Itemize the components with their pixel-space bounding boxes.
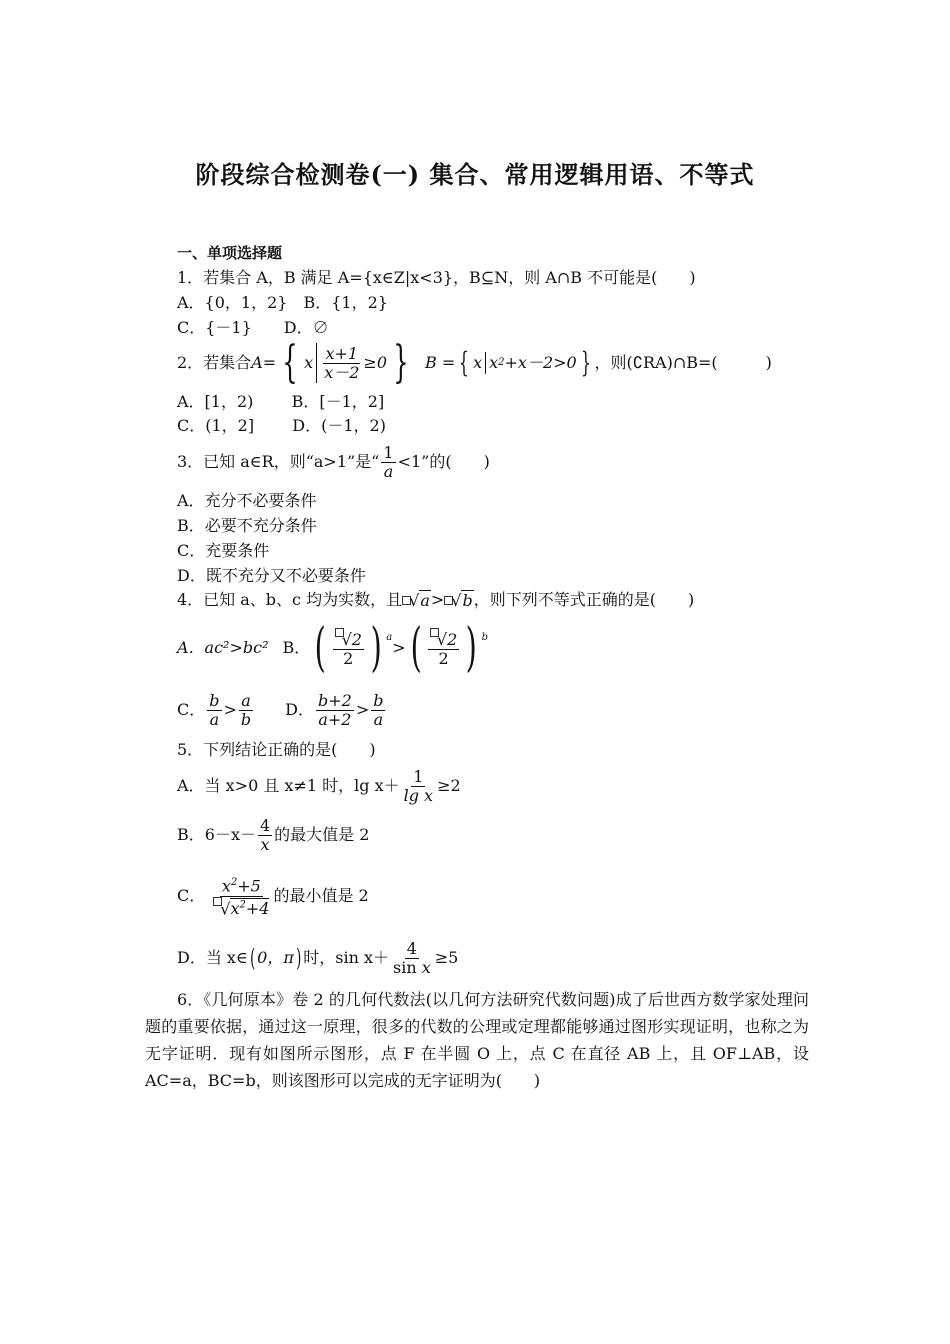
q2-set-a: A= { x $\frac{x+1}{x-2}$ ≥0 } (251, 337, 409, 388)
q2-option-a: A．[1，2) (177, 392, 254, 411)
q5-option-b-fraction: $\frac{4}{x}$ (259, 815, 271, 854)
q3-option-b: B．必要不充分条件 (177, 516, 317, 535)
q6-paragraph (145, 986, 809, 1094)
q5-option-c-suffix: 的最小值是 2 (273, 886, 369, 905)
q5-option-a (177, 764, 461, 808)
q2-option-b: B．[－1，2] (291, 392, 385, 411)
q3-option-a: A．充分不必要条件 (177, 491, 317, 510)
q4-option-c-expr: $\frac{b}{a}$ > $\frac{a}{b}$ (209, 690, 252, 729)
q2-set-b: B = { x x 2 +x－2>0 } (425, 346, 591, 379)
q3-prefix: 3．已知 a∈R，则“a>1”是“ (177, 452, 380, 471)
q5-option-c-fraction: $\frac{x^2+5}{√x^2+4}$ (211, 874, 271, 918)
q3-option-c: C．充要条件 (177, 541, 270, 560)
q5-option-a-suffix: ≥2 (437, 776, 461, 795)
q4-stem-b: ，则下列不等式正确的是( ) (473, 590, 695, 609)
q5-option-a-prefix: A．当 x>0 且 x≠1 时，lg x＋ (177, 776, 400, 795)
q1-options-row2: C．{－1} D．∅ (177, 318, 329, 337)
q4-option-b-expr: ( $\frac{√2}{2}$ ) $^a$ > ( $\frac{√2}{2}$ ) $^b$ (314, 618, 488, 678)
q2-option-c: C．(1，2] (177, 416, 255, 435)
q5-option-d (177, 936, 458, 980)
q2-option-d: D．(－1，2) (292, 416, 386, 435)
q4-stem: 4．已知 a、b、c 均为实数，且 √ a > √ b ，则下列不等式正确的是( ) (177, 590, 695, 610)
q2-prefix: 2．若集合 (177, 353, 252, 372)
q3-fraction: $\frac{1}{a}$ (383, 442, 394, 481)
q4-options-row2 (177, 688, 387, 732)
section-heading: 一、单项选择题 (177, 244, 283, 262)
q5-option-d-interval: ( 0，π ) (249, 944, 302, 972)
q4-root-a: √ a (402, 590, 431, 611)
q5-option-a-fraction: $\frac{1}{\text{lg x}}$ (403, 766, 434, 805)
q5-option-b (177, 813, 369, 857)
q5-option-b-prefix: B．6－x－ (177, 825, 256, 844)
q3-suffix: <1”的( ) (397, 452, 490, 471)
q4-option-d-expr: $\frac{b+2}{a+2}$ > $\frac{b}{a}$ (318, 690, 384, 729)
q5-option-d-fraction: $\frac{4}{\text{sin x}}$ (393, 938, 431, 977)
q2-suffix: ，则(∁RA)∩B=( ) (594, 353, 772, 372)
q3-option-d: D．既不充分又不必要条件 (177, 566, 366, 585)
q2-stem (177, 337, 772, 388)
q5-option-c (177, 870, 369, 922)
page-title: 阶段综合检测卷(一) 集合、常用逻辑用语、不等式 (195, 160, 755, 189)
q4-options-row1 (177, 620, 488, 676)
q5-option-b-suffix: 的最大值是 2 (274, 825, 370, 844)
q4-option-b-label: B． (282, 638, 311, 657)
q4-option-c-label: C． (177, 700, 206, 719)
q4-root-b: √ b (444, 590, 473, 611)
q5-option-d-mid: 时，sin x＋ (303, 948, 389, 967)
q3-stem (177, 440, 490, 484)
q5-option-d-prefix: D．当 x∈ (177, 948, 248, 967)
q4-option-a: A．ac²>bc² (177, 638, 269, 657)
q1-stem: 1．若集合 A，B 满足 A={x∈Z|x<3}，B⊆N，则 A∩B 不可能是( ) (177, 268, 696, 287)
q5-option-d-suffix: ≥5 (434, 948, 459, 967)
q2-options-row1 (177, 392, 384, 412)
q4-stem-a: 4．已知 a、b、c 均为实数，且 (177, 590, 403, 609)
q5-stem: 5．下列结论正确的是( ) (177, 740, 376, 759)
q4-option-d-label: D． (285, 700, 314, 719)
q6-text: 6．《几何原本》卷 2 的几何代数法(以几何方法研究代数问题)成了后世西方数学家处理问题的重要依据，通过这一原理，很多的代数的公理或定理都能够通过图形实现证明，也称之为无字证明．现有如图所示图形，点 F 在半圆 O 上，点 C 在直径 AB 上，且 OF⊥AB，设 AC=a，BC=b，则该图形可以完成的无字证明为( ) (145, 990, 809, 1090)
q2-options-row2 (177, 416, 386, 436)
q1-options-row1: A．{0，1，2} B．{1，2} (177, 293, 388, 312)
q5-option-c-label: C． (177, 886, 206, 905)
